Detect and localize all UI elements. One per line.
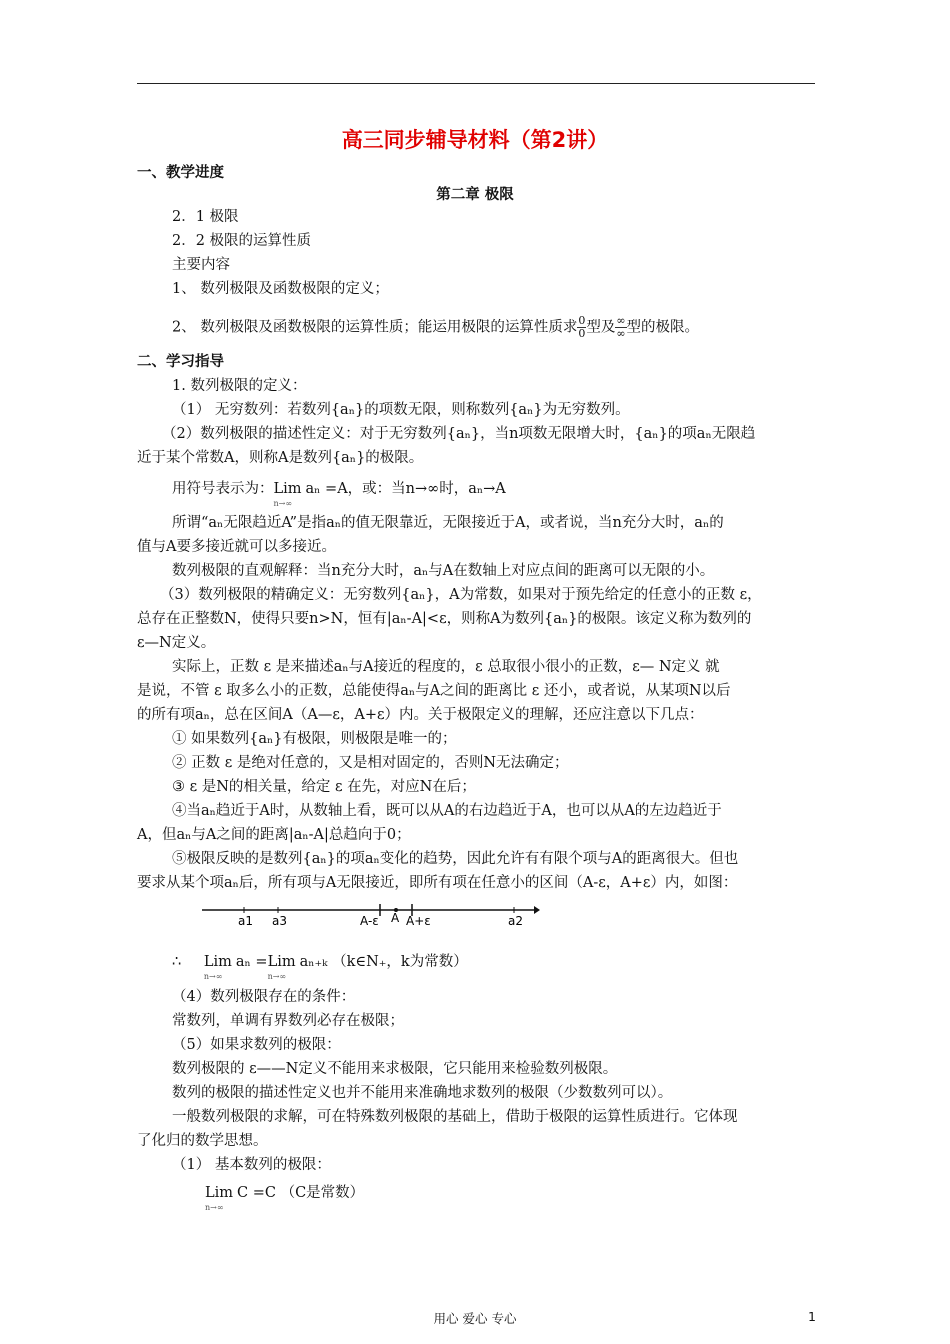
text-line: A，但aₙ与A之间的距离|aₙ-A|总趋向于0； bbox=[137, 827, 411, 843]
limit-word: Lim bbox=[267, 954, 296, 970]
limit-subscript: n→∞ bbox=[203, 972, 223, 981]
fraction-zero-over-zero bbox=[577, 315, 586, 340]
text-line: 所谓“aₙ无限趋近A”是指aₙ的值无限靠近，无限接近于A，或者说，当n充分大时，aₙ的 bbox=[172, 515, 724, 531]
fraction-denominator: ∞ bbox=[616, 327, 626, 340]
text-line: （1） 基本数列的极限： bbox=[172, 1157, 331, 1173]
limit-constant-line bbox=[205, 1183, 365, 1212]
text-line: 主要内容 bbox=[172, 257, 230, 273]
section-heading-progress: 一、教学进度 bbox=[137, 165, 224, 181]
limit-word: Lim bbox=[205, 1185, 234, 1201]
page-number: 1 bbox=[808, 1309, 816, 1324]
limit-subscript: n→∞ bbox=[205, 1203, 224, 1212]
limit-operator bbox=[205, 1183, 234, 1212]
text-line: 一般数列极限的求解，可在特殊数列极限的基础上，借助于极限的运算性质进行。它体现 bbox=[172, 1109, 738, 1125]
text-line: 常数列，单调有界数列必存在极限； bbox=[172, 1013, 404, 1029]
text-line-fraction bbox=[172, 315, 699, 340]
limit-subscript: n→∞ bbox=[267, 972, 287, 981]
text-line: 实际上，正数 ε 是来描述aₙ与A接近的程度的，ε 总取很小很小的正数，ε— N定义 就 bbox=[172, 659, 720, 675]
label-A-plus-eps: A+ε bbox=[406, 914, 431, 928]
list-item: ③ ε 是N的相关量，给定 ε 在先，对应N在后； bbox=[172, 779, 476, 795]
text-line: 1. 数列极限的定义： bbox=[172, 378, 307, 394]
list-item: ① 如果数列{aₙ}有极限，则极限是唯一的； bbox=[172, 731, 457, 747]
text-segment: C =C （C是常数） bbox=[237, 1185, 365, 1201]
text-line: 总存在正整数N，使得只要n>N，恒有|aₙ-A|<ε，则称A为数列{aₙ}的极限。该定义称为数列的 bbox=[137, 611, 752, 627]
text-segment: 型及 bbox=[586, 319, 616, 336]
text-line: 了化归的数学思想。 bbox=[137, 1133, 268, 1149]
fraction-numerator: ∞ bbox=[616, 314, 626, 327]
text-line: 数列极限的直观解释：当n充分大时，aₙ与A在数轴上对应点间的距离可以无限的小。 bbox=[172, 563, 715, 579]
text-segment: aₙ =A，或：当n→∞时，aₙ→A bbox=[305, 481, 506, 497]
label-a3: a3 bbox=[272, 914, 287, 928]
limit-operator bbox=[203, 952, 232, 981]
text-segment: aₙ₊ₖ （k∈N₊，k为常数） bbox=[299, 954, 468, 970]
text-segment: 型的极限。 bbox=[626, 319, 700, 336]
page-title: 高三同步辅导材料（第2讲） bbox=[341, 128, 609, 152]
limit-equation-line bbox=[172, 952, 468, 981]
text-line: 2．1 极限 bbox=[172, 209, 239, 225]
text-line: （2）数列极限的描述性定义：对于无穷数列{aₙ}，当n项数无限增大时，{aₙ}的项aₙ无限趋 bbox=[162, 426, 756, 442]
text-line: 近于某个常数A，则称A是数列{aₙ}的极限。 bbox=[137, 450, 424, 466]
text-segment: 用符号表示为： bbox=[172, 481, 274, 497]
text-line: ε—N定义。 bbox=[137, 635, 216, 651]
fraction-numerator: 0 bbox=[578, 314, 586, 327]
limit-operator bbox=[273, 479, 302, 508]
text-line: （3）数列极限的精确定义：无穷数列{aₙ}，A为常数，如果对于预先给定的任意小的正数 ε， bbox=[160, 587, 762, 603]
text-line: 1、 数列极限及函数极限的定义； bbox=[172, 281, 389, 297]
text-line: 数列极限的 ε——N定义不能用来求极限，它只能用来检验数列极限。 bbox=[172, 1061, 618, 1077]
limit-subscript: n→∞ bbox=[273, 499, 293, 508]
text-line: （5）如果求数列的极限： bbox=[172, 1037, 341, 1053]
fraction-inf-over-inf bbox=[615, 315, 626, 340]
chapter-heading: 第二章 极限 bbox=[436, 187, 514, 203]
text-line: 的所有项aₙ，总在区间A（A—ε，A+ε）内。关于极限定义的理解，还应注意以下几点： bbox=[137, 707, 704, 723]
text-line: 值与A要多接近就可以多接近。 bbox=[137, 539, 336, 555]
footer-motto: 用心 爱心 专心 bbox=[433, 1311, 517, 1326]
text-line: 数列的极限的描述性定义也并不能用来准确地求数列的极限（少数数列可以）。 bbox=[172, 1085, 673, 1101]
text-line: （1） 无穷数列：若数列{aₙ}的项数无限，则称数列{aₙ}为无穷数列。 bbox=[172, 402, 630, 418]
number-line-figure bbox=[200, 898, 540, 928]
text-segment: 2、 数列极限及函数极限的运算性质；能运用极限的运算性质求 bbox=[172, 319, 578, 336]
label-a1: a1 bbox=[238, 914, 253, 928]
label-a2: a2 bbox=[508, 914, 523, 928]
fraction-denominator: 0 bbox=[578, 327, 586, 340]
header-rule bbox=[137, 83, 815, 84]
text-line: 要求从某个项aₙ后，所有项与A无限接近，即所有项在任意小的区间（A-ε，A+ε）内，如图： bbox=[137, 875, 738, 891]
limit-operator bbox=[267, 952, 296, 981]
limit-word: Lim bbox=[203, 954, 232, 970]
list-item: ④当aₙ趋近于A时，从数轴上看，既可以从A的右边趋近于A，也可以从A的左边趋近于 bbox=[172, 803, 722, 819]
limit-word: Lim bbox=[273, 481, 302, 497]
text-line: （4）数列极限存在的条件： bbox=[172, 989, 356, 1005]
section-heading-guidance: 二、学习指导 bbox=[137, 354, 224, 370]
limit-expression-line bbox=[172, 479, 506, 508]
text-line: 是说，不管 ε 取多么小的正数，总能使得aₙ与A之间的距离比 ε 还小，或者说，从某项N以后 bbox=[137, 683, 731, 699]
list-item: ⑤极限反映的是数列{aₙ}的项aₙ变化的趋势，因此允许有有限个项与A的距离很大。但也 bbox=[172, 851, 739, 867]
axis-arrow-icon bbox=[534, 906, 540, 914]
therefore-symbol: ∴ bbox=[172, 954, 182, 970]
label-A-minus-eps: A-ε bbox=[360, 914, 379, 928]
label-A: A bbox=[391, 911, 400, 925]
text-line: 2．2 极限的运算性质 bbox=[172, 233, 312, 249]
text-segment: aₙ = bbox=[235, 954, 268, 970]
list-item: ② 正数 ε 是绝对任意的，又是相对固定的，否则N无法确定； bbox=[172, 755, 569, 771]
